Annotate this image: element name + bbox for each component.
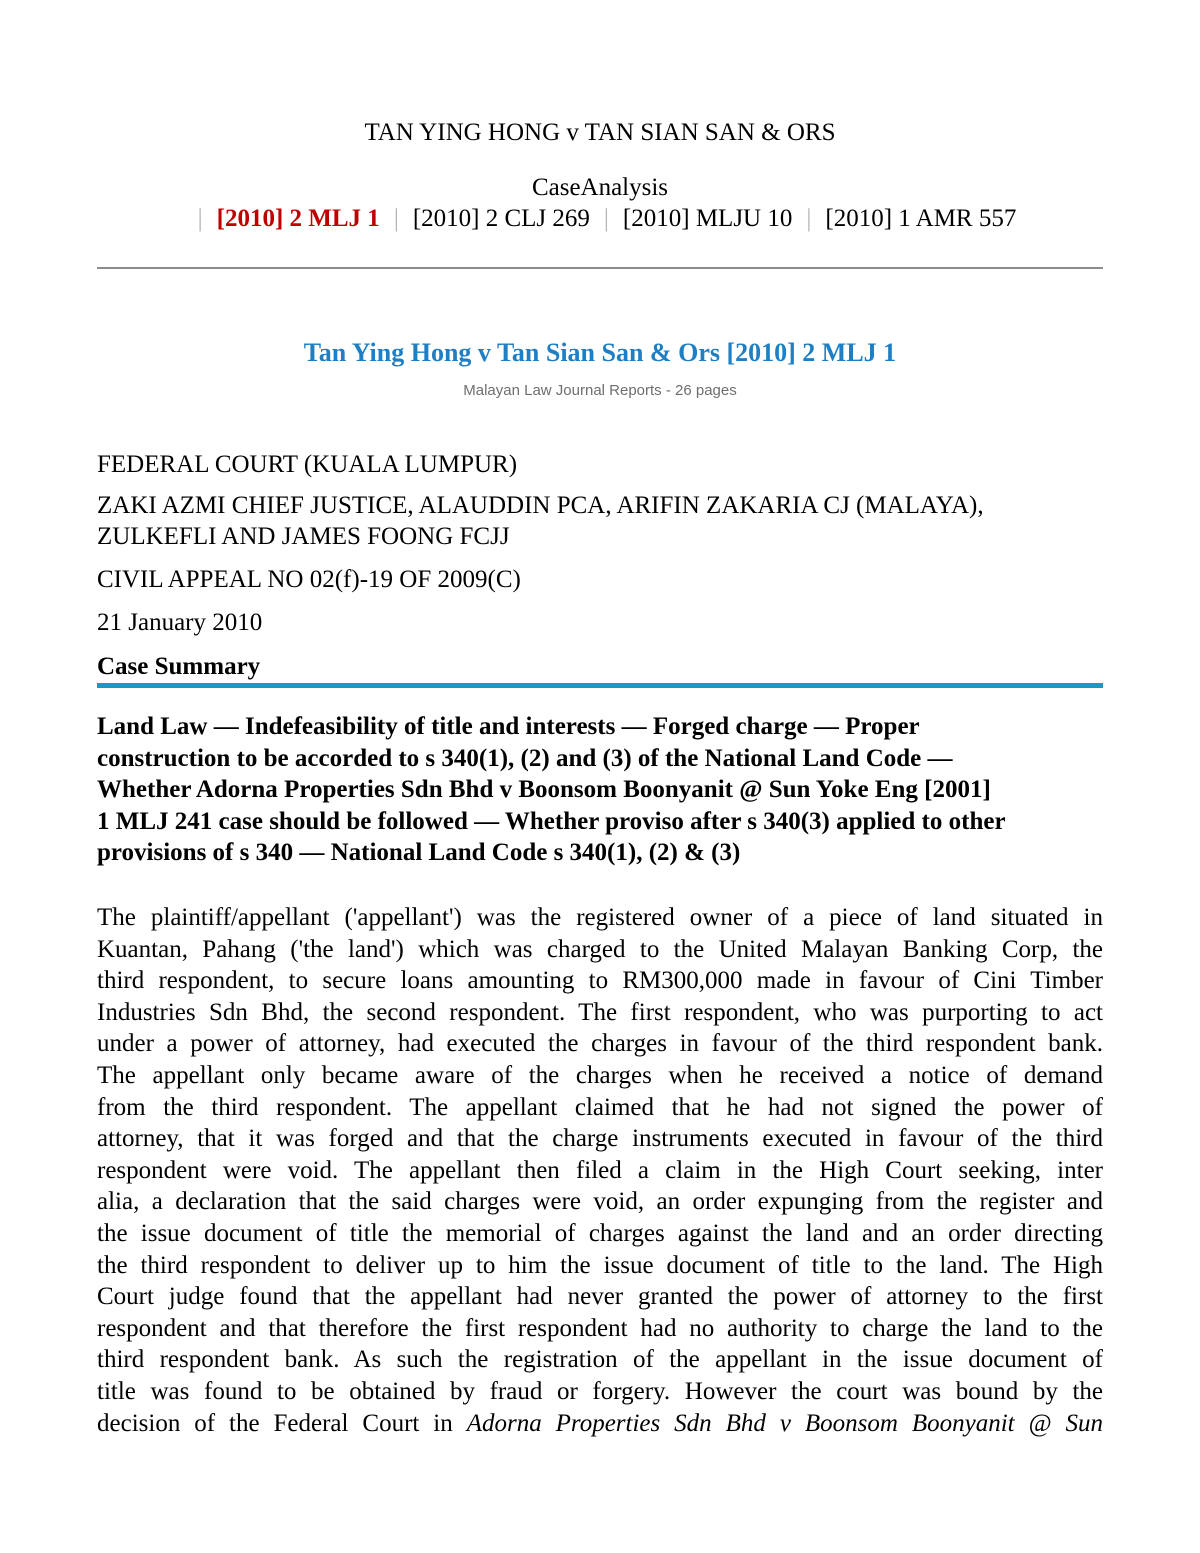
paragraph-line: Court judge found that the appellant had never granted the power of attorney to the first bbox=[97, 1283, 1103, 1311]
appeal-number: CIVIL APPEAL NO 02(f)-19 OF 2009(C) bbox=[97, 566, 521, 593]
paragraph-line: The appellant only became aware of the charges when he received a notice of demand bbox=[97, 1061, 1103, 1089]
case-analysis-label: CaseAnalysis bbox=[531, 174, 669, 201]
paragraph-line: The plaintiff/appellant ('appellant') was the registered owner of a piece of land situated in bbox=[97, 904, 1103, 931]
court-name: FEDERAL COURT (KUALA LUMPUR) bbox=[97, 451, 518, 478]
catchword-line: construction to be accorded to s 340(1), (2) and (3) of the National Land Code — bbox=[97, 744, 953, 772]
citation-separator: | bbox=[806, 205, 812, 232]
paragraph-line: third respondent, to secure loans amounting to RM300,000 made in favour of Cini Timber bbox=[97, 967, 1103, 995]
citation-amr[interactable]: [2010] 1 AMR 557 bbox=[825, 205, 1017, 232]
paragraph-line: from the third respondent. The appellant claimed that he had not signed the power of bbox=[97, 1093, 1103, 1121]
paragraph-line bbox=[97, 1408, 1103, 1440]
judges-line-2: ZULKEFLI AND JAMES FOONG FCJJ bbox=[97, 523, 510, 550]
case-summary-heading: Case Summary bbox=[97, 653, 261, 680]
catchword-line: Whether Adorna Properties Sdn Bhd v Boonsom Boonyanit @ Sun Yoke Eng [2001] bbox=[97, 776, 991, 804]
paragraph-line: respondent and that therefore the first respondent had no authority to charge the land to the bbox=[97, 1314, 1103, 1342]
citation-bar bbox=[97, 202, 1103, 236]
catchword-line: provisions of s 340 — National Land Code s 340(1), (2) & (3) bbox=[97, 839, 741, 867]
judges-line-1: ZAKI AZMI CHIEF JUSTICE, ALAUDDIN PCA, ARIFIN ZAKARIA CJ (MALAYA), bbox=[97, 492, 984, 519]
report-meta: Malayan Law Journal Reports - 26 pages bbox=[463, 382, 737, 399]
citation-clj[interactable]: [2010] 2 CLJ 269 bbox=[412, 205, 590, 232]
paragraph-text: decision of the Federal Court in bbox=[97, 1409, 467, 1437]
citation-separator: | bbox=[197, 205, 203, 232]
header-divider bbox=[97, 267, 1103, 269]
paragraph-line: Industries Sdn Bhd, the second respondent. The first respondent, who was purporting to act bbox=[97, 998, 1103, 1026]
paragraph-line: under a power of attorney, had executed the charges in favour of the third respondent bank. bbox=[97, 1030, 1103, 1058]
paragraph-line: alia, a declaration that the said charges were void, an order expunging from the register and bbox=[97, 1188, 1103, 1216]
citation-mlj[interactable]: [2010] 2 MLJ 1 bbox=[216, 205, 380, 232]
summary-paragraph bbox=[97, 902, 1103, 1439]
citation-separator: | bbox=[393, 205, 399, 232]
case-reference-italic: Adorna Properties Sdn Bhd v Boonsom Boonyanit @ Sun bbox=[466, 1409, 1103, 1437]
paragraph-line: attorney, that it was forged and that the charge instruments executed in favour of the third bbox=[97, 1125, 1103, 1153]
report-title-link[interactable]: Tan Ying Hong v Tan Sian San & Ors [2010] 2 MLJ 1 bbox=[303, 338, 897, 367]
document-title: TAN YING HONG v TAN SIAN SAN & ORS bbox=[364, 119, 836, 146]
paragraph-line: third respondent bank. As such the registration of the appellant in the issue document of bbox=[97, 1346, 1103, 1374]
paragraph-line: the third respondent to deliver up to him the issue document of title to the land. The High bbox=[97, 1251, 1103, 1279]
paragraph-line: title was found to be obtained by fraud or forgery. However the court was bound by the bbox=[97, 1377, 1103, 1405]
catchword-line: 1 MLJ 241 case should be followed — Whether proviso after s 340(3) applied to other bbox=[97, 807, 1006, 835]
citation-mlju[interactable]: [2010] MLJU 10 bbox=[622, 205, 793, 232]
catchwords bbox=[97, 711, 1103, 869]
catchword-line: Land Law — Indefeasibility of title and interests — Forged charge — Proper bbox=[97, 713, 920, 740]
judgment-date: 21 January 2010 bbox=[97, 609, 263, 636]
summary-divider bbox=[97, 683, 1103, 688]
paragraph-line: the issue document of title the memorial of charges against the land and an order directing bbox=[97, 1219, 1103, 1247]
paragraph-line: respondent were void. The appellant then filed a claim in the High Court seeking, inter bbox=[97, 1156, 1103, 1184]
citation-separator: | bbox=[603, 205, 609, 232]
paragraph-line: Kuantan, Pahang ('the land') which was charged to the United Malayan Banking Corp, the bbox=[97, 935, 1103, 963]
